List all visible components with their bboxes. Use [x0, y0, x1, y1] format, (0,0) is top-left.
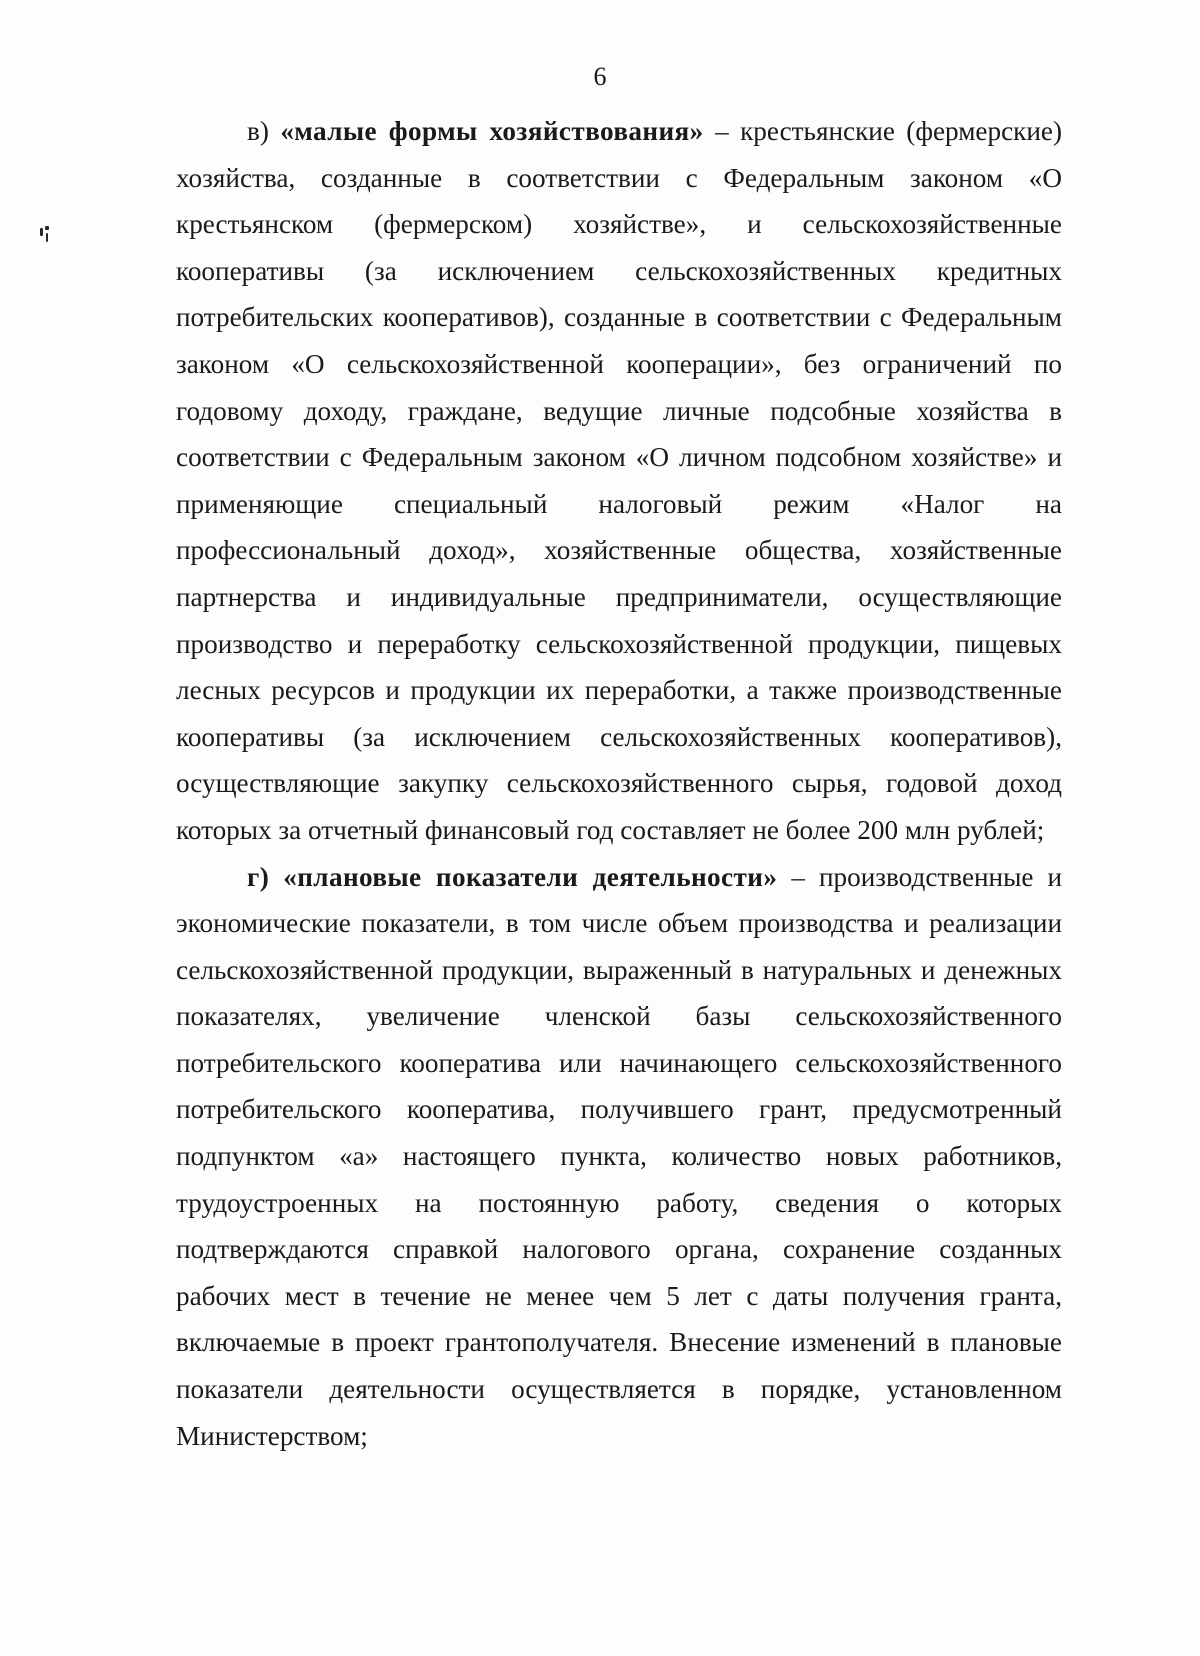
defined-term: «малые формы хозяйствования» — [280, 116, 704, 146]
page-number: 6 — [593, 62, 607, 91]
defined-term: «плановые показатели деятельности» — [283, 861, 778, 892]
definition-text: – крестьянские (фермерские) хозяйства, созданные в соответствии с Федеральным законом «О крестьянском (фермерском) хозяйстве», и сельскохозяйственные кооперативы (за исключением сельскохозяйственных кредитных потребительских кооперативов), созданные в соответствии с Федеральным законом «О сельскохозяйственной кооперации», без ограничений по годовому доходу, граждане, ведущие личные подсобные хозяйства в соответствии с Федеральным законом «О личном подсобном хозяйстве» и применяющие специальный налоговый режим «Налог на профессиональный доход», хозяйственные общества, хозяйственные партнерства и индивидуальные предприниматели, осуществляющие производство и переработку сельскохозяйственной продукции, пищевых лесных ресурсов и продукции их переработки, а также производственные кооперативы (за исключением сельскохозяйственных кооперативов), осуществляющие закупку сельскохозяйственного сырья, годовой доход которых за отчетный финансовый год составляет не более 200 млн рублей; — [176, 116, 1063, 845]
scan-artifact-mark — [38, 226, 52, 244]
paragraph-marker: г) — [247, 861, 270, 892]
definition-text: – производственные и экономические показатели, в том числе объем производства и реализации сельскохозяйственной продукции, выраженный в натуральных и денежных показателях, увеличение членской базы сельскохозяйственного потребительского кооператива или начинающего сельскохозяйственного потребительского кооператива, получившего грант, предусмотренный подпунктом «а» настоящего пункта, количество новых работников, трудоустроенных на постоянную работу, сведения о которых подтверждаются справкой налогового органа, сохранение созданных рабочих мест в течение не менее чем 5 лет с даты получения гранта, включаемые в проект грантополучателя. Внесение изменений в плановые показатели деятельности осуществляется в порядке, установленном Министерством; — [176, 861, 1063, 1451]
document-body — [176, 108, 1062, 1459]
paragraph-marker: в) — [247, 116, 269, 146]
definition-paragraph-g — [176, 854, 1062, 1460]
definition-paragraph-v — [176, 108, 1062, 854]
